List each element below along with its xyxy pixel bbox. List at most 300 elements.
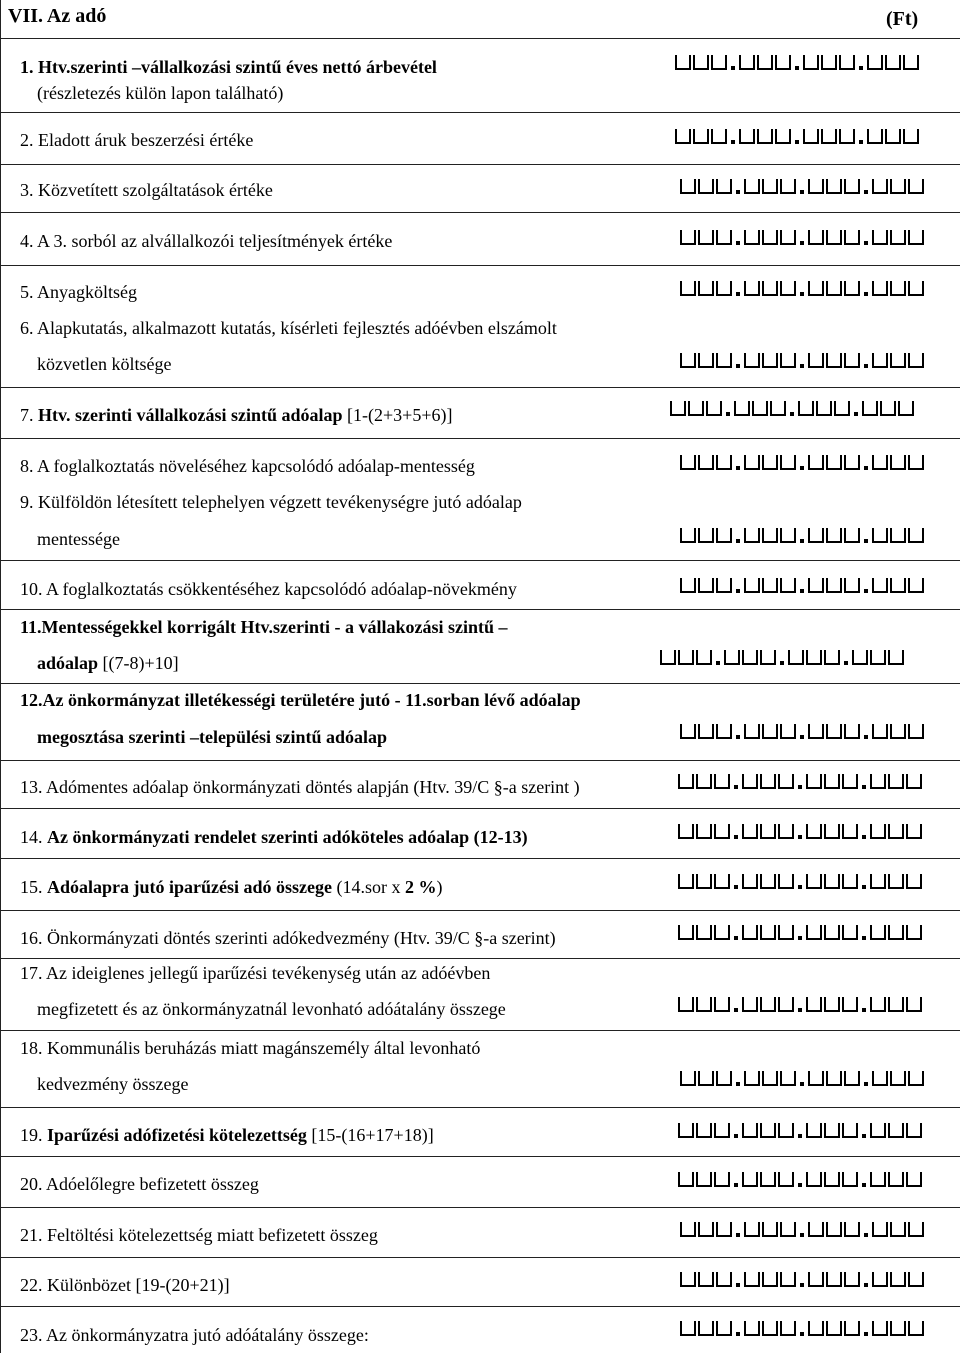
- digit-box[interactable]: [824, 1172, 840, 1187]
- digit-box[interactable]: [844, 1222, 860, 1237]
- digit-box[interactable]: [842, 774, 858, 789]
- digit-box[interactable]: [824, 774, 840, 789]
- digit-box[interactable]: [698, 1272, 714, 1287]
- digit-box[interactable]: [834, 401, 850, 416]
- digit-box[interactable]: [839, 55, 855, 70]
- digit-box[interactable]: [724, 650, 740, 665]
- digit-box[interactable]: [780, 281, 796, 296]
- digit-box[interactable]: [808, 353, 824, 368]
- digit-box[interactable]: [675, 129, 691, 144]
- digit-box[interactable]: [716, 281, 732, 296]
- digit-box[interactable]: [870, 925, 886, 940]
- digit-box[interactable]: [890, 1272, 906, 1287]
- digit-box[interactable]: [760, 824, 776, 839]
- digit-box[interactable]: [798, 401, 814, 416]
- digit-box[interactable]: [842, 1123, 858, 1138]
- digit-box[interactable]: [780, 1222, 796, 1237]
- digit-box[interactable]: [660, 650, 676, 665]
- digit-box[interactable]: [826, 578, 842, 593]
- digit-box[interactable]: [872, 455, 888, 470]
- digit-box[interactable]: [760, 774, 776, 789]
- digit-box[interactable]: [678, 1123, 694, 1138]
- digit-box[interactable]: [716, 1272, 732, 1287]
- digit-box[interactable]: [844, 179, 860, 194]
- digit-box[interactable]: [808, 1272, 824, 1287]
- digit-box[interactable]: [808, 230, 824, 245]
- digit-box[interactable]: [760, 997, 776, 1012]
- digit-box[interactable]: [908, 230, 924, 245]
- digit-box[interactable]: [778, 1123, 794, 1138]
- digit-box[interactable]: [778, 774, 794, 789]
- digit-box[interactable]: [762, 724, 778, 739]
- digit-box[interactable]: [816, 401, 832, 416]
- digit-box[interactable]: [698, 528, 714, 543]
- digit-box[interactable]: [888, 997, 904, 1012]
- digit-box[interactable]: [806, 925, 822, 940]
- digit-box[interactable]: [680, 1071, 696, 1086]
- digit-box[interactable]: [675, 55, 691, 70]
- digit-box[interactable]: [890, 230, 906, 245]
- digit-box[interactable]: [826, 455, 842, 470]
- digit-box[interactable]: [778, 874, 794, 889]
- digit-box[interactable]: [844, 455, 860, 470]
- digit-box[interactable]: [762, 230, 778, 245]
- digit-box[interactable]: [760, 925, 776, 940]
- digit-box[interactable]: [716, 179, 732, 194]
- digit-box[interactable]: [906, 774, 922, 789]
- digit-box[interactable]: [711, 55, 727, 70]
- digit-box[interactable]: [744, 230, 760, 245]
- digit-box[interactable]: [744, 528, 760, 543]
- digit-box[interactable]: [852, 650, 868, 665]
- digit-box[interactable]: [824, 874, 840, 889]
- digit-box[interactable]: [872, 1321, 888, 1336]
- digit-box[interactable]: [906, 1123, 922, 1138]
- digit-box[interactable]: [778, 997, 794, 1012]
- digit-box[interactable]: [716, 353, 732, 368]
- digit-box[interactable]: [888, 874, 904, 889]
- digit-box[interactable]: [826, 1321, 842, 1336]
- digit-box[interactable]: [844, 1272, 860, 1287]
- digit-box[interactable]: [778, 824, 794, 839]
- digit-box[interactable]: [757, 55, 773, 70]
- row-13-amount-field[interactable]: [678, 774, 924, 789]
- digit-box[interactable]: [680, 353, 696, 368]
- digit-box[interactable]: [903, 129, 919, 144]
- digit-box[interactable]: [762, 281, 778, 296]
- digit-box[interactable]: [744, 455, 760, 470]
- digit-box[interactable]: [872, 1222, 888, 1237]
- digit-box[interactable]: [844, 1071, 860, 1086]
- digit-box[interactable]: [906, 1172, 922, 1187]
- digit-box[interactable]: [680, 281, 696, 296]
- digit-box[interactable]: [744, 724, 760, 739]
- digit-box[interactable]: [762, 1321, 778, 1336]
- row-17-amount-field[interactable]: [678, 997, 924, 1012]
- digit-box[interactable]: [698, 179, 714, 194]
- digit-box[interactable]: [808, 1222, 824, 1237]
- digit-box[interactable]: [870, 1172, 886, 1187]
- digit-box[interactable]: [698, 353, 714, 368]
- digit-box[interactable]: [890, 724, 906, 739]
- digit-box[interactable]: [870, 824, 886, 839]
- row-6-amount-field[interactable]: [680, 353, 926, 368]
- digit-box[interactable]: [808, 1071, 824, 1086]
- digit-box[interactable]: [806, 1172, 822, 1187]
- digit-box[interactable]: [808, 724, 824, 739]
- digit-box[interactable]: [906, 925, 922, 940]
- digit-box[interactable]: [890, 1071, 906, 1086]
- digit-box[interactable]: [872, 353, 888, 368]
- digit-box[interactable]: [762, 179, 778, 194]
- digit-box[interactable]: [842, 874, 858, 889]
- digit-box[interactable]: [744, 1272, 760, 1287]
- row-14-amount-field[interactable]: [678, 824, 924, 839]
- digit-box[interactable]: [716, 455, 732, 470]
- digit-box[interactable]: [906, 997, 922, 1012]
- digit-box[interactable]: [698, 281, 714, 296]
- digit-box[interactable]: [780, 455, 796, 470]
- digit-box[interactable]: [762, 578, 778, 593]
- digit-box[interactable]: [698, 1321, 714, 1336]
- digit-box[interactable]: [696, 874, 712, 889]
- row-16-amount-field[interactable]: [678, 925, 924, 940]
- digit-box[interactable]: [890, 455, 906, 470]
- row-12-amount-field[interactable]: [680, 724, 926, 739]
- digit-box[interactable]: [890, 353, 906, 368]
- digit-box[interactable]: [780, 578, 796, 593]
- digit-box[interactable]: [762, 353, 778, 368]
- digit-box[interactable]: [714, 824, 730, 839]
- digit-box[interactable]: [678, 650, 694, 665]
- digit-box[interactable]: [844, 724, 860, 739]
- digit-box[interactable]: [867, 55, 883, 70]
- digit-box[interactable]: [680, 578, 696, 593]
- digit-box[interactable]: [680, 1272, 696, 1287]
- digit-box[interactable]: [716, 528, 732, 543]
- digit-box[interactable]: [885, 129, 901, 144]
- digit-box[interactable]: [826, 179, 842, 194]
- digit-box[interactable]: [744, 578, 760, 593]
- digit-box[interactable]: [806, 774, 822, 789]
- digit-box[interactable]: [744, 1222, 760, 1237]
- digit-box[interactable]: [678, 874, 694, 889]
- digit-box[interactable]: [678, 1172, 694, 1187]
- digit-box[interactable]: [870, 774, 886, 789]
- digit-box[interactable]: [739, 129, 755, 144]
- digit-box[interactable]: [680, 724, 696, 739]
- digit-box[interactable]: [908, 179, 924, 194]
- digit-box[interactable]: [752, 401, 768, 416]
- digit-box[interactable]: [826, 528, 842, 543]
- row-10-amount-field[interactable]: [680, 578, 926, 593]
- digit-box[interactable]: [696, 774, 712, 789]
- digit-box[interactable]: [698, 1071, 714, 1086]
- digit-box[interactable]: [762, 528, 778, 543]
- digit-box[interactable]: [742, 1172, 758, 1187]
- digit-box[interactable]: [908, 281, 924, 296]
- digit-box[interactable]: [696, 997, 712, 1012]
- digit-box[interactable]: [716, 1321, 732, 1336]
- digit-box[interactable]: [903, 55, 919, 70]
- digit-box[interactable]: [698, 724, 714, 739]
- digit-box[interactable]: [762, 1071, 778, 1086]
- row-2-amount-field[interactable]: [675, 129, 921, 144]
- digit-box[interactable]: [688, 401, 704, 416]
- digit-box[interactable]: [890, 1321, 906, 1336]
- digit-box[interactable]: [696, 925, 712, 940]
- digit-box[interactable]: [680, 1222, 696, 1237]
- digit-box[interactable]: [842, 997, 858, 1012]
- digit-box[interactable]: [821, 129, 837, 144]
- digit-box[interactable]: [680, 1321, 696, 1336]
- digit-box[interactable]: [744, 1321, 760, 1336]
- digit-box[interactable]: [696, 1123, 712, 1138]
- digit-box[interactable]: [826, 1071, 842, 1086]
- digit-box[interactable]: [908, 528, 924, 543]
- digit-box[interactable]: [826, 724, 842, 739]
- digit-box[interactable]: [680, 179, 696, 194]
- digit-box[interactable]: [806, 824, 822, 839]
- digit-box[interactable]: [890, 578, 906, 593]
- row-5-amount-field[interactable]: [680, 281, 926, 296]
- digit-box[interactable]: [742, 925, 758, 940]
- digit-box[interactable]: [716, 724, 732, 739]
- digit-box[interactable]: [908, 1321, 924, 1336]
- row-18-amount-field[interactable]: [680, 1071, 926, 1086]
- digit-box[interactable]: [872, 1071, 888, 1086]
- digit-box[interactable]: [842, 925, 858, 940]
- digit-box[interactable]: [760, 1123, 776, 1138]
- digit-box[interactable]: [780, 179, 796, 194]
- digit-box[interactable]: [844, 230, 860, 245]
- digit-box[interactable]: [680, 455, 696, 470]
- row-15-amount-field[interactable]: [678, 874, 924, 889]
- digit-box[interactable]: [888, 650, 904, 665]
- digit-box[interactable]: [888, 1123, 904, 1138]
- digit-box[interactable]: [908, 1222, 924, 1237]
- digit-box[interactable]: [762, 455, 778, 470]
- digit-box[interactable]: [698, 455, 714, 470]
- digit-box[interactable]: [762, 1222, 778, 1237]
- digit-box[interactable]: [714, 874, 730, 889]
- row-4-amount-field[interactable]: [680, 230, 926, 245]
- row-22-amount-field[interactable]: [680, 1272, 926, 1287]
- digit-box[interactable]: [742, 824, 758, 839]
- digit-box[interactable]: [806, 650, 822, 665]
- row-3-amount-field[interactable]: [680, 179, 926, 194]
- digit-box[interactable]: [778, 1172, 794, 1187]
- digit-box[interactable]: [808, 1321, 824, 1336]
- digit-box[interactable]: [872, 179, 888, 194]
- digit-box[interactable]: [744, 281, 760, 296]
- digit-box[interactable]: [788, 650, 804, 665]
- digit-box[interactable]: [680, 528, 696, 543]
- digit-box[interactable]: [872, 281, 888, 296]
- digit-box[interactable]: [742, 874, 758, 889]
- digit-box[interactable]: [821, 55, 837, 70]
- digit-box[interactable]: [780, 1321, 796, 1336]
- digit-box[interactable]: [714, 925, 730, 940]
- digit-box[interactable]: [826, 281, 842, 296]
- digit-box[interactable]: [806, 874, 822, 889]
- digit-box[interactable]: [714, 774, 730, 789]
- digit-box[interactable]: [888, 824, 904, 839]
- row-20-amount-field[interactable]: [678, 1172, 924, 1187]
- digit-box[interactable]: [742, 997, 758, 1012]
- digit-box[interactable]: [714, 1123, 730, 1138]
- digit-box[interactable]: [742, 774, 758, 789]
- digit-box[interactable]: [698, 1222, 714, 1237]
- digit-box[interactable]: [744, 353, 760, 368]
- digit-box[interactable]: [890, 179, 906, 194]
- digit-box[interactable]: [716, 1071, 732, 1086]
- digit-box[interactable]: [898, 401, 914, 416]
- digit-box[interactable]: [824, 997, 840, 1012]
- digit-box[interactable]: [824, 650, 840, 665]
- digit-box[interactable]: [770, 401, 786, 416]
- digit-box[interactable]: [714, 1172, 730, 1187]
- row-19-amount-field[interactable]: [678, 1123, 924, 1138]
- digit-box[interactable]: [872, 724, 888, 739]
- digit-box[interactable]: [867, 129, 883, 144]
- digit-box[interactable]: [906, 874, 922, 889]
- digit-box[interactable]: [678, 997, 694, 1012]
- row-7-amount-field[interactable]: [670, 401, 916, 416]
- digit-box[interactable]: [844, 528, 860, 543]
- digit-box[interactable]: [780, 724, 796, 739]
- digit-box[interactable]: [885, 55, 901, 70]
- digit-box[interactable]: [744, 1071, 760, 1086]
- row-9-amount-field[interactable]: [680, 528, 926, 543]
- digit-box[interactable]: [888, 925, 904, 940]
- digit-box[interactable]: [680, 230, 696, 245]
- digit-box[interactable]: [888, 1172, 904, 1187]
- digit-box[interactable]: [826, 353, 842, 368]
- digit-box[interactable]: [824, 925, 840, 940]
- digit-box[interactable]: [714, 997, 730, 1012]
- digit-box[interactable]: [803, 55, 819, 70]
- digit-box[interactable]: [826, 1272, 842, 1287]
- digit-box[interactable]: [760, 874, 776, 889]
- digit-box[interactable]: [890, 281, 906, 296]
- digit-box[interactable]: [908, 1071, 924, 1086]
- digit-box[interactable]: [760, 1172, 776, 1187]
- digit-box[interactable]: [780, 353, 796, 368]
- row-17-sublabel: megfizetett és az önkormányzatnál levonható adóátalány összege: [37, 999, 506, 1019]
- digit-box[interactable]: [734, 401, 750, 416]
- digit-box[interactable]: [880, 401, 896, 416]
- digit-box[interactable]: [778, 925, 794, 940]
- digit-box[interactable]: [870, 874, 886, 889]
- digit-box[interactable]: [742, 1123, 758, 1138]
- digit-box[interactable]: [803, 129, 819, 144]
- digit-box[interactable]: [842, 1172, 858, 1187]
- digit-box[interactable]: [716, 230, 732, 245]
- digit-box[interactable]: [757, 129, 773, 144]
- digit-box[interactable]: [844, 281, 860, 296]
- digit-box[interactable]: [870, 997, 886, 1012]
- digit-box[interactable]: [739, 55, 755, 70]
- digit-box[interactable]: [775, 55, 791, 70]
- digit-box[interactable]: [842, 824, 858, 839]
- digit-box[interactable]: [762, 1272, 778, 1287]
- digit-box[interactable]: [706, 401, 722, 416]
- row-8-amount-field[interactable]: [680, 455, 926, 470]
- digit-box[interactable]: [698, 230, 714, 245]
- digit-box[interactable]: [808, 578, 824, 593]
- digit-box[interactable]: [808, 455, 824, 470]
- digit-box[interactable]: [780, 1071, 796, 1086]
- digit-box[interactable]: [678, 824, 694, 839]
- digit-box[interactable]: [870, 1123, 886, 1138]
- digit-box[interactable]: [872, 230, 888, 245]
- digit-box[interactable]: [862, 401, 878, 416]
- digit-box[interactable]: [760, 650, 776, 665]
- digit-box[interactable]: [806, 997, 822, 1012]
- digit-box[interactable]: [678, 925, 694, 940]
- digit-box[interactable]: [806, 1123, 822, 1138]
- digit-box[interactable]: [711, 129, 727, 144]
- row-1-amount-field[interactable]: [675, 55, 921, 70]
- digit-box[interactable]: [824, 824, 840, 839]
- digit-box[interactable]: [670, 401, 686, 416]
- digit-box[interactable]: [908, 455, 924, 470]
- digit-box[interactable]: [906, 824, 922, 839]
- digit-box[interactable]: [780, 230, 796, 245]
- digit-box[interactable]: [698, 578, 714, 593]
- digit-box[interactable]: [742, 650, 758, 665]
- digit-box[interactable]: [826, 1222, 842, 1237]
- digit-box[interactable]: [908, 1272, 924, 1287]
- digit-box[interactable]: [872, 578, 888, 593]
- digit-box[interactable]: [888, 774, 904, 789]
- digit-box[interactable]: [870, 650, 886, 665]
- digit-box[interactable]: [890, 1222, 906, 1237]
- digit-box[interactable]: [908, 724, 924, 739]
- digit-box[interactable]: [844, 578, 860, 593]
- digit-box[interactable]: [744, 179, 760, 194]
- digit-box[interactable]: [826, 230, 842, 245]
- digit-box[interactable]: [908, 578, 924, 593]
- digit-box[interactable]: [678, 774, 694, 789]
- digit-box[interactable]: [890, 528, 906, 543]
- digit-box[interactable]: [824, 1123, 840, 1138]
- digit-box[interactable]: [696, 824, 712, 839]
- digit-box[interactable]: [839, 129, 855, 144]
- digit-box[interactable]: [693, 55, 709, 70]
- digit-box[interactable]: [696, 650, 712, 665]
- digit-box[interactable]: [808, 281, 824, 296]
- digit-box[interactable]: [844, 353, 860, 368]
- digit-box[interactable]: [780, 1272, 796, 1287]
- row-23-amount-field[interactable]: [680, 1321, 926, 1336]
- digit-box[interactable]: [872, 1272, 888, 1287]
- digit-box[interactable]: [775, 129, 791, 144]
- digit-box[interactable]: [808, 179, 824, 194]
- digit-box[interactable]: [693, 129, 709, 144]
- digit-box[interactable]: [844, 1321, 860, 1336]
- digit-box[interactable]: [696, 1172, 712, 1187]
- digit-box[interactable]: [716, 578, 732, 593]
- digit-box[interactable]: [808, 528, 824, 543]
- row-21-amount-field[interactable]: [680, 1222, 926, 1237]
- row-11-amount-field[interactable]: [660, 650, 906, 665]
- digit-box[interactable]: [716, 1222, 732, 1237]
- digit-box[interactable]: [872, 528, 888, 543]
- digit-box[interactable]: [908, 353, 924, 368]
- digit-box[interactable]: [780, 528, 796, 543]
